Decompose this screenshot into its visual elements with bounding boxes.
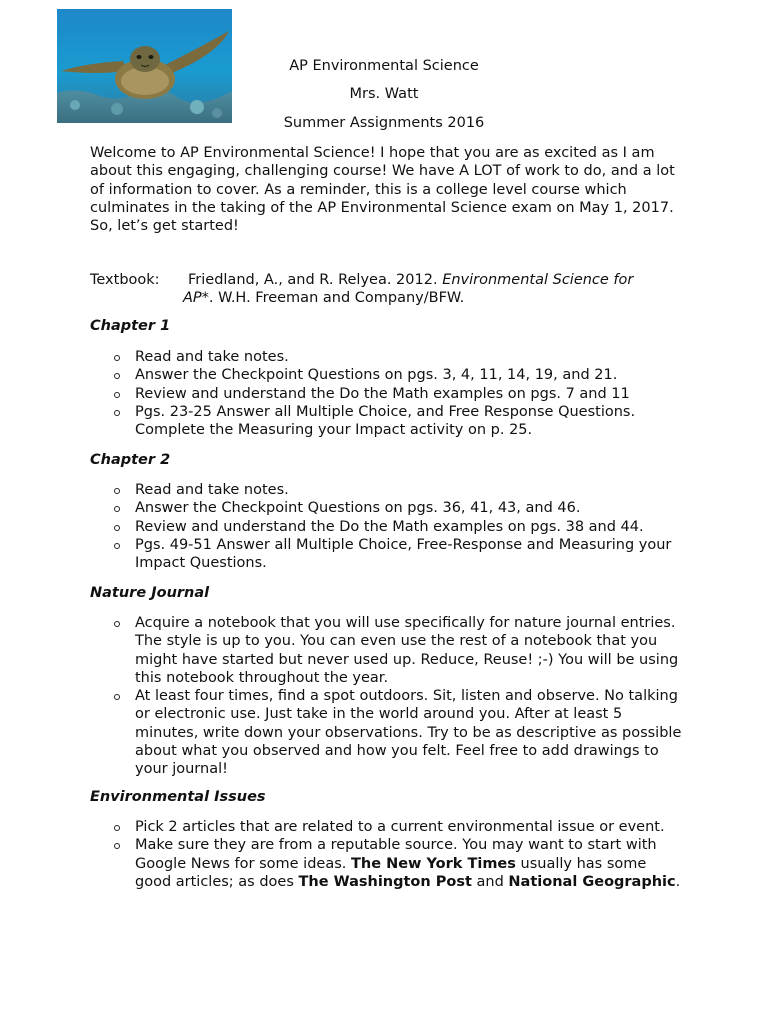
environmental-issues-list: [114, 818, 684, 891]
list-item: At least four times, find a spot outdoors. Sit, listen and observe. No talking or electronic use. Just take in the world around you. After at least 5 minutes, write down your observations. Try to be as descriptive as possible about what you observed and how you felt. Feel free to add drawings to your journal!: [114, 687, 684, 778]
source-national-geographic: National Geographic: [508, 873, 676, 890]
assignment-title: Summer Assignments 2016: [283, 115, 485, 131]
nature-journal-list: [114, 614, 684, 779]
list-item: Pgs. 23-25 Answer all Multiple Choice, and Free Response Questions. Complete the Measuring your Impact activity on p. 25.: [114, 403, 684, 440]
source-washington-post: The Washington Post: [298, 873, 472, 890]
item-text: .: [675, 873, 681, 890]
list-item: Answer the Checkpoint Questions on pgs. 36, 41, 43, and 46.: [114, 499, 684, 517]
textbook-authors: Friedland, A., and R. Relyea. 2012.: [188, 272, 438, 288]
textbook-title-cont: AP*: [183, 290, 209, 307]
chapter-2-list: [114, 481, 684, 572]
source-nyt: The New York Times: [350, 855, 516, 872]
list-item: Pgs. 49-51 Answer all Multiple Choice, Free-Response and Measuring your Impact Questions.: [114, 536, 684, 573]
sea-turtle-photo: [57, 9, 232, 123]
list-item: [114, 836, 684, 891]
course-title: AP Environmental Science: [289, 58, 479, 74]
textbook-label: Textbook:: [90, 272, 160, 288]
list-item: Acquire a notebook that you will use specifically for nature journal entries. The style is up to you. You can even use the rest of a notebook that you might have started but never used up. Reduce, Reuse! ;-) You will be using this notebook throughout the year.: [114, 614, 684, 687]
item-text: Make sure they are from a reputable source. You may want to start with Google News for some ideas.: [135, 837, 657, 872]
chapter-1-heading: Chapter 1: [90, 318, 171, 334]
list-item: Review and understand the Do the Math examples on pgs. 38 and 44.: [114, 518, 684, 536]
list-item: Read and take notes.: [114, 348, 684, 366]
list-item: Answer the Checkpoint Questions on pgs. 3, 4, 11, 14, 19, and 21.: [114, 366, 684, 384]
list-item: Review and understand the Do the Math examples on pgs. 7 and 11: [114, 385, 684, 403]
textbook-citation: [90, 271, 685, 308]
textbook-publisher: . W.H. Freeman and Company/BFW.: [208, 290, 465, 307]
intro-paragraph: Welcome to AP Environmental Science! I hope that you are as excited as I am about this engaging, challenging course! We have A LOT of work to do, and a lot of information to cover. As a reminder, this is a college level course which culminates in the taking of the AP Environmental Science exam on May 1, 2017. So, let’s get started!: [90, 145, 675, 235]
chapter-2-heading: Chapter 2: [90, 452, 171, 468]
textbook-title: Environmental Science for: [442, 272, 634, 288]
chapter-1-list: [114, 348, 684, 439]
teacher-name: Mrs. Watt: [349, 86, 419, 102]
item-text: usually has some good articles; as does: [135, 855, 647, 890]
nature-journal-heading: Nature Journal: [90, 585, 210, 601]
list-item: Pick 2 articles that are related to a current environmental issue or event.: [114, 818, 684, 836]
environmental-issues-heading: Environmental Issues: [90, 789, 266, 805]
list-item: Read and take notes.: [114, 481, 684, 499]
item-text: and: [471, 873, 509, 890]
